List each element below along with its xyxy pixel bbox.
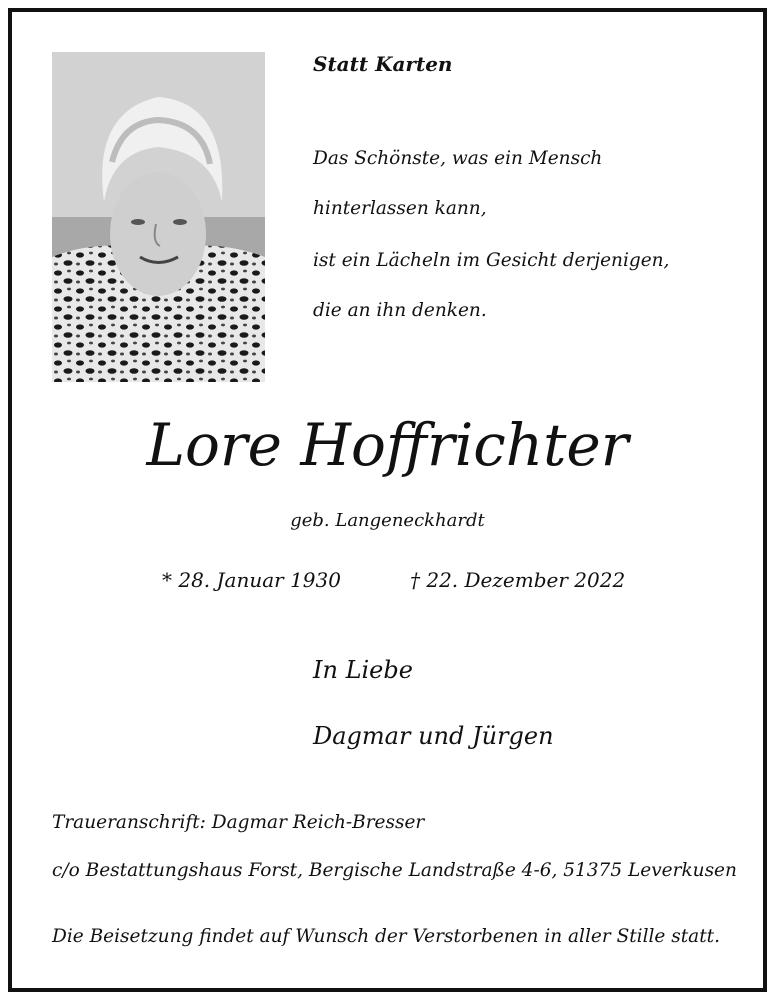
heading-statt-karten: Statt Karten	[313, 52, 453, 76]
portrait-image	[52, 52, 265, 382]
deceased-name: Lore Hoffrichter	[146, 411, 629, 479]
mourners-names: Dagmar und Jürgen	[313, 722, 554, 750]
quote-line: ist ein Lächeln im Gesicht derjenigen,	[313, 250, 670, 271]
funeral-home-address-line: c/o Bestattungshaus Forst, Bergische Landstraße 4-6, 51375 Leverkusen	[52, 860, 737, 881]
portrait-photo	[52, 52, 265, 382]
quote-line: die an ihn denken.	[313, 300, 487, 321]
mourning-address-line: Traueranschrift: Dagmar Reich-Bresser	[52, 812, 425, 833]
birth-date: * 28. Januar 1930	[162, 568, 341, 592]
birth-name: geb. Langeneckhardt	[290, 510, 485, 531]
closing-phrase: In Liebe	[313, 656, 413, 684]
burial-notice: Die Beisetzung findet auf Wunsch der Verstorbenen in aller Stille statt.	[52, 926, 720, 947]
death-date: † 22. Dezember 2022	[410, 568, 626, 592]
quote-line: Das Schönste, was ein Mensch	[313, 148, 603, 169]
quote-line: hinterlassen kann,	[313, 198, 487, 219]
